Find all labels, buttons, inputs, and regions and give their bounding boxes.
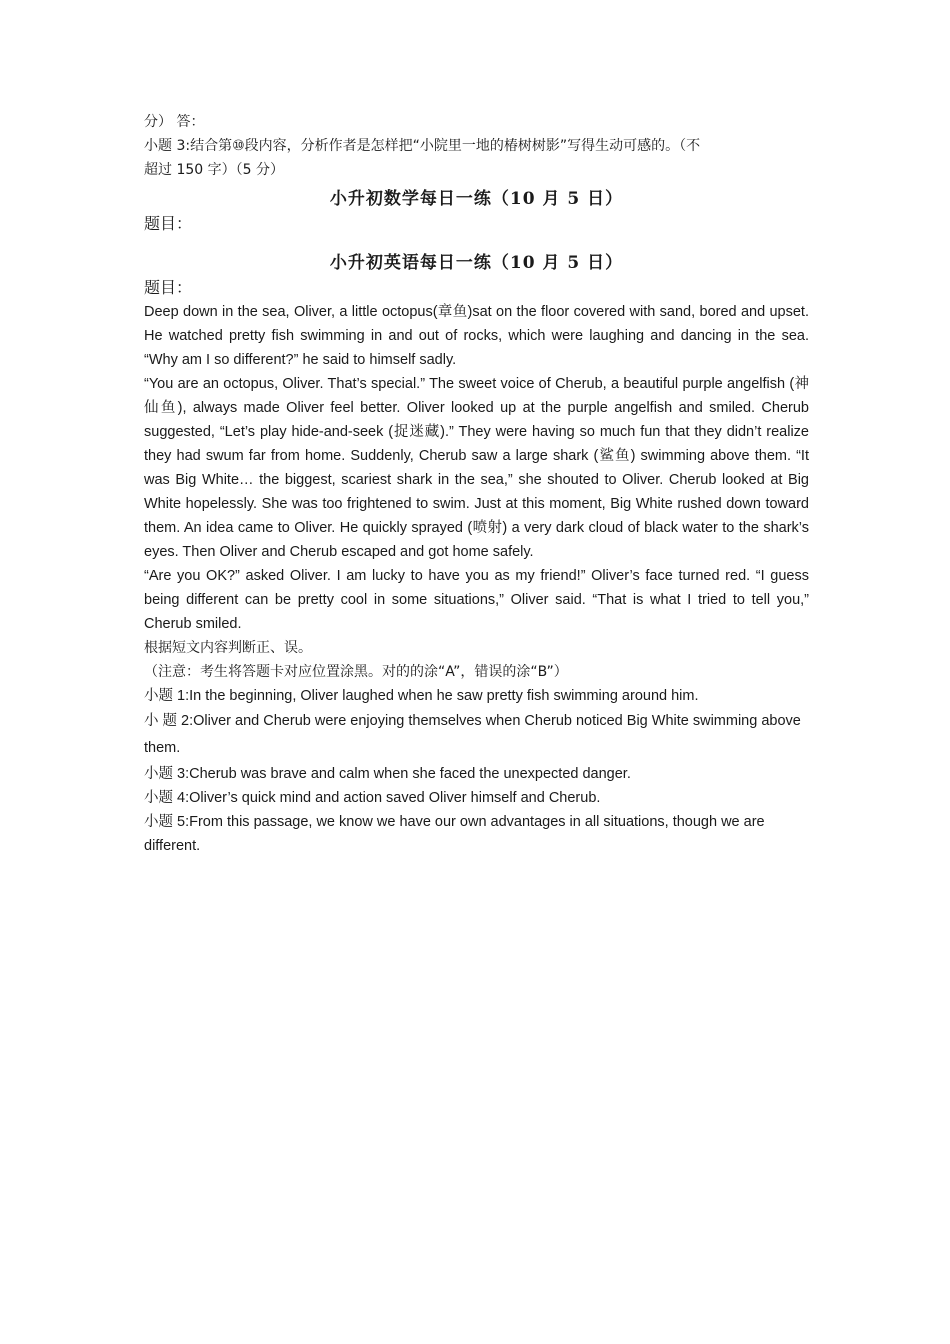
passage-paragraph: Deep down in the sea, Oliver, a little octopus(章鱼)sat on the floor covered with sand, bored and upset. He watched pretty fish swimming in and out of rocks, which were laughing and dancing in the sea. “Why am I so different?” he said to himself sadly. (144, 304, 809, 368)
question-3-limit: 超过 150 字）（5 分） (144, 162, 284, 178)
question-item: 小 题 2:Oliver and Cherub were enjoying themselves when Cherub noticed Big White swimming above them. (144, 713, 801, 756)
section-spacer (144, 236, 809, 246)
english-topic-label: 题目： (144, 278, 193, 297)
question-3-prompt: 小题 3:结合第⑩段内容，分析作者是怎样把“小院里一地的椿树树影”写得生动可感的。（不 (144, 138, 701, 154)
passage-paragraph: “Are you OK?” asked Oliver. I am lucky to have you as my friend!” Oliver’s face turned red. “I guess being different can be pretty cool in some situations,” Oliver said. “That is what I tried to tell you,” Cherub smiled. (144, 568, 809, 632)
question-item: 小题 3:Cherub was brave and calm when she faced the unexpected danger. (144, 766, 631, 782)
question-item: 小题 5:From this passage, we know we have our own advantages in all situations, though we are different. (144, 814, 765, 854)
passage-paragraph: “You are an octopus, Oliver. That’s special.” The sweet voice of Cherub, a beautiful purple angelfish (神仙鱼), always made Oliver feel better. Oliver looked up at the purple angelfish and smiled. Cherub suggested, “Let’s play hide-and-seek (捉迷藏).” They were having so much fun that they didn’t realize they had swum far from home. Suddenly, Cherub saw a large shark (鲨鱼) swimming above them. “It was Big White… the biggest, scariest shark in the sea,” she shouted to Oliver. Cherub looked at Big White hopelessly. She was too frightened to swim. Just at this moment, Big White rushed down toward them. An idea came to Oliver. He quickly sprayed (喷射) a very dark cloud of black water to the shark’s eyes. Then Oliver and Cherub escaped and got home safely. (144, 376, 809, 560)
math-topic-label: 题目： (144, 214, 193, 233)
instruction-text: 根据短文内容判断正、误。 (144, 640, 312, 656)
question-item: 小题 4:Oliver’s quick mind and action saved Oliver himself and Cherub. (144, 790, 601, 806)
document-page (144, 110, 809, 858)
math-section-title: 小升初数学每日一练（10 月 5 日） (329, 189, 624, 209)
english-section-title: 小升初英语每日一练（10 月 5 日） (329, 253, 624, 273)
answer-line: 分） 答： (144, 114, 205, 130)
question-item: 小题 1:In the beginning, Oliver laughed when he saw pretty fish swimming around him. (144, 688, 699, 704)
answer-note: （注意：考生将答题卡对应位置涂黑。对的的涂“A”，错误的涂“B”） (144, 664, 568, 680)
